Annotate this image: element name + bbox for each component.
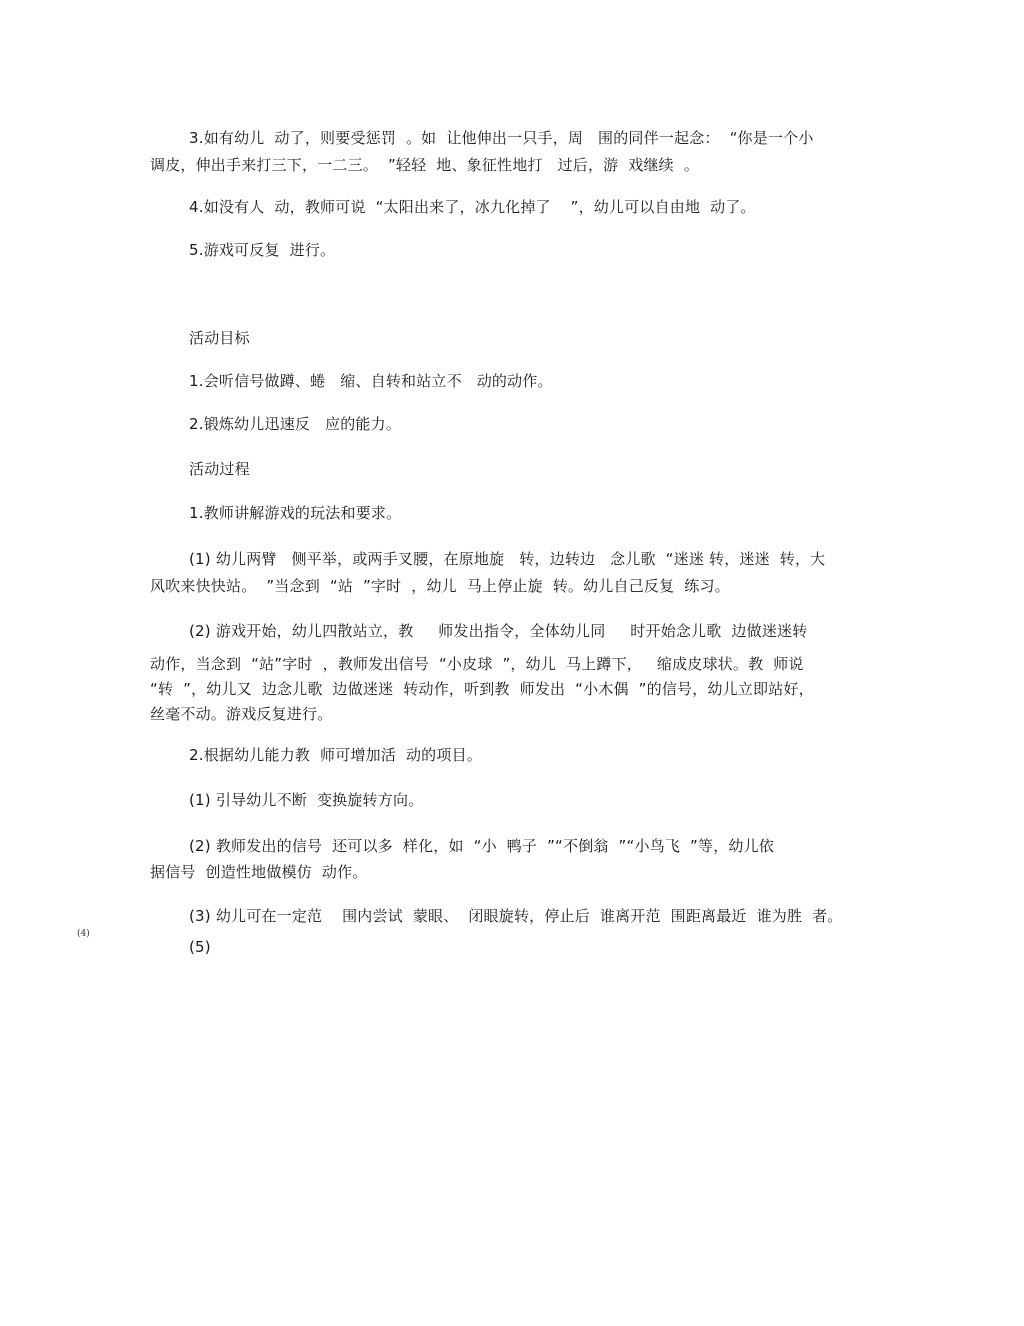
goals-heading: 活动目标: [189, 329, 250, 347]
process-intro: 1.教师讲解游戏的玩法和要求。: [189, 504, 402, 522]
rule-5: 5.游戏可反复 进行。: [189, 241, 336, 259]
goal-1: 1.会听信号做蹲、蜷 缩、自转和站立不 动的动作。: [189, 372, 553, 390]
extension-intro: 2.根据幼儿能力教 师可增加活 动的项目。: [189, 746, 482, 764]
extension-item-3: (3) 幼儿可在一定范 围内尝试 蒙眼、 闭眼旋转，停止后 谁离开范 围距离最近 谁为胜 者。: [189, 907, 843, 925]
step-2-line-3: “转 ”，幼儿又 边念儿歌 边做迷迷 转动作，听到教 师发出 “小木偶 ”的信号，幼儿立即站好，: [150, 680, 814, 698]
margin-note: (4): [77, 929, 90, 939]
extension-item-2-line-2: 据信号 创造性地做模仿 动作。: [150, 863, 368, 881]
rule-3-line-2: 调皮，伸出手来打三下，一二三。 ”轻轻 地、象征性地打 过后，游 戏继续 。: [150, 156, 700, 174]
process-heading: 活动过程: [189, 460, 250, 478]
step-2-line-2: 动作，当念到 “站”字时 ，教师发出信号 “小皮球 ”，幼儿 马上蹲下， 缩成皮球状。教 师说: [150, 655, 804, 673]
step-2-line-4: 丝毫不动。游戏反复进行。: [150, 705, 333, 723]
goal-2: 2.锻炼幼儿迅速反 应的能力。: [189, 415, 402, 433]
step-2-line-1: (2) 游戏开始，幼儿四散站立，教 师发出指令，全体幼儿同 时开始念儿歌 边做迷迷转: [189, 622, 808, 640]
extension-item-1: (1) 引导幼儿不断 变换旋转方向。: [189, 791, 424, 809]
step-1-line-2: 风吹来快快站。 ”当念到 “站 ”字时 ，幼儿 马上停止旋 转。幼儿自己反复 练习。: [150, 577, 730, 595]
extension-item-2-line-1: (2) 教师发出的信号 还可以多 样化，如 “小 鸭子 ”“不倒翁 ”“小鸟飞 ”等，幼儿依: [189, 837, 774, 855]
rule-3-line-1: 3.如有幼儿 动了，则要受惩罚 。如 让他伸出一只手，周 围的同伴一起念： “你是一个小: [189, 129, 814, 147]
step-1-line-1: (1) 幼儿两臂 侧平举，或两手叉腰，在原地旋 转，边转边 念儿歌 “迷迷 转，迷迷 转，大: [189, 550, 826, 568]
extension-item-5: (5): [189, 938, 211, 956]
rule-4: 4.如没有人 动，教师可说 “太阳出来了，冰九化掉了 ”，幼儿可以自由地 动了。: [189, 198, 756, 216]
